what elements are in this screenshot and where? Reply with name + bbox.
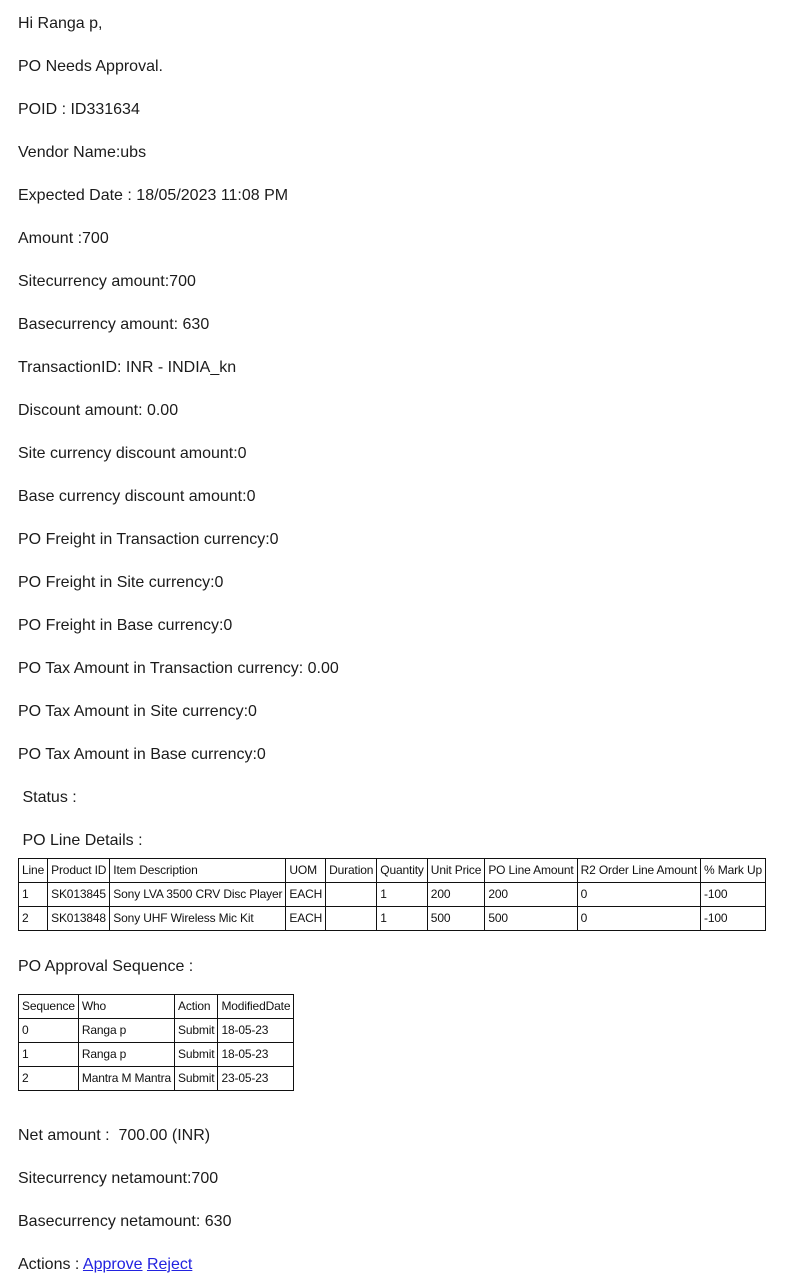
sitecurrency-amount-line: Sitecurrency amount:700: [18, 273, 196, 290]
sitecurrency-netamount-line: Sitecurrency netamount:700: [18, 1170, 219, 1187]
poid-line: POID : ID331634: [18, 101, 140, 118]
table-cell: 23-05-23: [218, 1067, 294, 1091]
table-cell: EACH: [286, 883, 326, 907]
approval-notice-line: PO Needs Approval.: [18, 58, 163, 75]
table-cell: 200: [427, 883, 485, 907]
actions-line: [18, 1255, 782, 1274]
table-cell: 1: [377, 883, 428, 907]
transaction-id-line: TransactionID: INR - INDIA_kn: [18, 359, 237, 376]
site-currency-discount-line: Site currency discount amount:0: [18, 445, 247, 462]
table-row: [19, 883, 766, 907]
basecurrency-netamount-line: Basecurrency netamount: 630: [18, 1213, 232, 1230]
table-row: [19, 1043, 294, 1067]
table-cell: Ranga p: [78, 1019, 174, 1043]
table-cell: Ranga p: [78, 1043, 174, 1067]
table-cell: -100: [701, 907, 766, 931]
table-cell: Mantra M Mantra: [78, 1067, 174, 1091]
po-line-details-table: [18, 858, 766, 931]
vendor-name-line: Vendor Name:ubs: [18, 144, 147, 161]
column-header: Who: [78, 995, 174, 1019]
table-cell: 1: [377, 907, 428, 931]
approval-table-body: [19, 1019, 294, 1091]
column-header: Unit Price: [427, 859, 485, 883]
base-currency-discount-line: Base currency discount amount:0: [18, 488, 256, 505]
po-tax-site-line: PO Tax Amount in Site currency:0: [18, 703, 257, 720]
column-header: UOM: [286, 859, 326, 883]
table-cell: 0: [577, 907, 700, 931]
column-header: % Mark Up: [701, 859, 766, 883]
table-row: [19, 1067, 294, 1091]
column-header: PO Line Amount: [485, 859, 577, 883]
table-row: [19, 907, 766, 931]
po-line-details-table-head: [19, 859, 766, 883]
column-header: Duration: [326, 859, 377, 883]
po-line-details-table-body: [19, 883, 766, 931]
table-cell: Submit: [174, 1067, 217, 1091]
po-tax-transaction-line: PO Tax Amount in Transaction currency: 0.00: [18, 660, 339, 677]
table-cell: Submit: [174, 1019, 217, 1043]
table-cell: EACH: [286, 907, 326, 931]
po-freight-transaction-line: PO Freight in Transaction currency:0: [18, 531, 279, 548]
table-cell: 1: [19, 1043, 79, 1067]
table-row: [19, 1019, 294, 1043]
column-header: Action: [174, 995, 217, 1019]
approval-table-head: [19, 995, 294, 1019]
table-cell: SK013848: [48, 907, 110, 931]
table-cell: [326, 883, 377, 907]
table-header-row: [19, 995, 294, 1019]
column-header: Line: [19, 859, 48, 883]
table-header-row: [19, 859, 766, 883]
table-cell: SK013845: [48, 883, 110, 907]
column-header: ModifiedDate: [218, 995, 294, 1019]
po-tax-base-line: PO Tax Amount in Base currency:0: [18, 746, 266, 763]
table-cell: 0: [577, 883, 700, 907]
table-cell: 500: [427, 907, 485, 931]
table-cell: 2: [19, 907, 48, 931]
net-amount-line: Net amount : 700.00 (INR): [18, 1127, 211, 1144]
column-header: Product ID: [48, 859, 110, 883]
po-freight-base-line: PO Freight in Base currency:0: [18, 617, 233, 634]
expected-date-line: Expected Date : 18/05/2023 11:08 PM: [18, 187, 289, 204]
column-header: Item Description: [110, 859, 286, 883]
greeting-line: Hi Ranga p,: [18, 15, 103, 32]
table-cell: [326, 907, 377, 931]
table-cell: 500: [485, 907, 577, 931]
table-cell: 18-05-23: [218, 1019, 294, 1043]
table-cell: -100: [701, 883, 766, 907]
po-approval-sequence-heading: PO Approval Sequence :: [18, 958, 194, 975]
table-cell: Submit: [174, 1043, 217, 1067]
table-cell: Sony LVA 3500 CRV Disc Player: [110, 883, 286, 907]
column-header: Sequence: [19, 995, 79, 1019]
table-cell: 0: [19, 1019, 79, 1043]
po-line-details-heading: PO Line Details :: [18, 832, 143, 849]
column-header: R2 Order Line Amount: [577, 859, 700, 883]
table-cell: Sony UHF Wireless Mic Kit: [110, 907, 286, 931]
status-line: Status :: [18, 789, 77, 806]
table-cell: 18-05-23: [218, 1043, 294, 1067]
reject-link[interactable]: Reject: [146, 1256, 193, 1273]
column-header: Quantity: [377, 859, 428, 883]
po-freight-site-line: PO Freight in Site currency:0: [18, 574, 224, 591]
table-cell: 200: [485, 883, 577, 907]
amount-line: Amount :700: [18, 230, 109, 247]
table-cell: 1: [19, 883, 48, 907]
basecurrency-amount-line: Basecurrency amount: 630: [18, 316, 210, 333]
approve-link[interactable]: Approve: [82, 1256, 143, 1273]
actions-label: Actions :: [18, 1256, 83, 1273]
table-cell: 2: [19, 1067, 79, 1091]
po-approval-sequence-table: [18, 994, 294, 1091]
discount-amount-line: Discount amount: 0.00: [18, 402, 179, 419]
